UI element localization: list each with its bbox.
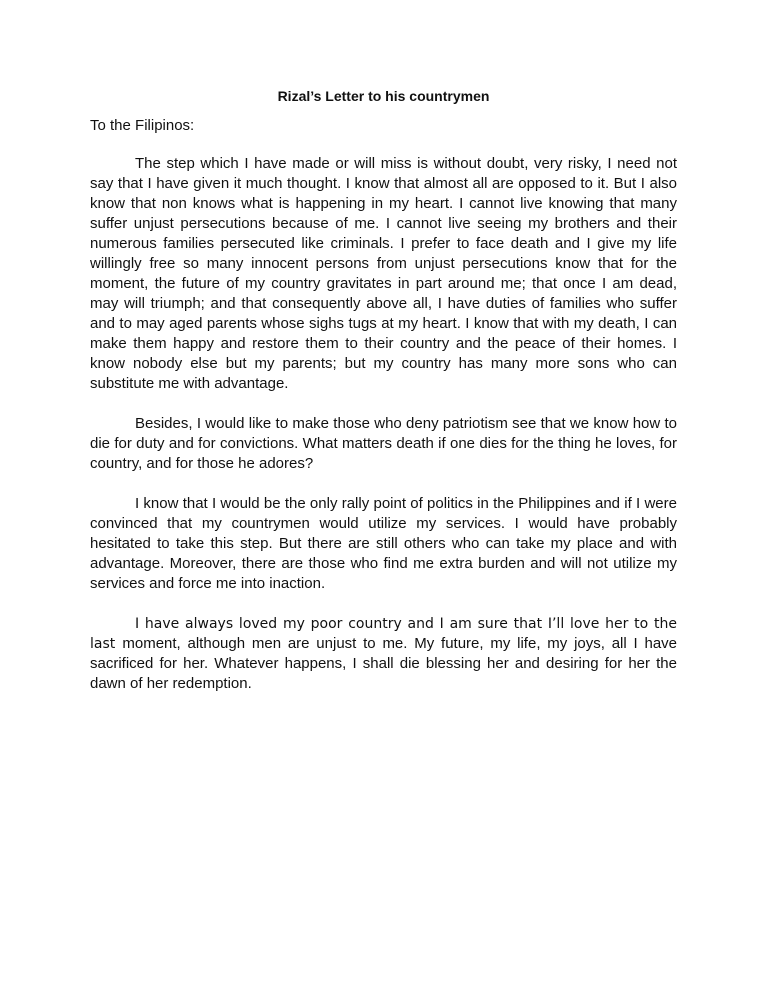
paragraph-3: I know that I would be the only rally point of politics in the Philippines and if I were convinced that my countrymen would utilize my services. I would have probably hesitated to take this step. But there are still others who can take my place and with advantage. Moreover, there are those who find me extra burden and will not utilize my services and force me into inaction. bbox=[90, 495, 677, 592]
document-page bbox=[90, 86, 677, 714]
paragraph-4 bbox=[90, 614, 677, 694]
paragraph-1: The step which I have made or will miss is without doubt, very risky, I need not say that I have given it much thought. I know that almost all are opposed to it. But I also know that non knows what is happening in my heart. I cannot live knowing that many suffer unjust persecutions because of me. I cannot live seeing my brothers and their numerous families persecuted like criminals. I prefer to face death and I give my life willingly free so many innocent persons from unjust persecutions know that for the moment, the future of my country gravitates in part around me; that once I am dead, may will triumph; and that consequently above all, I have duties of families who suffer and to may aged parents whose sighs tugs at my heart. I know that with my death, I can make them happy and restore them to their country and the peace of their homes. I know nobody else but my parents; but my country has many more sons who can substitute me with advantage. bbox=[90, 155, 677, 392]
document-title: Rizal’s Letter to his countrymen bbox=[277, 88, 490, 104]
paragraph-4-rest: moment, although men are unjust to me. My future, my life, my joys, all I have sacrificed for her. Whatever happens, I shall die blessing her and desiring for her the dawn of her redemption. bbox=[90, 635, 678, 692]
paragraph-2: Besides, I would like to make those who deny patriotism see that we know how to die for duty and for convictions. What matters death if one dies for the thing he loves, for country, and for those he adores? bbox=[90, 415, 677, 472]
salutation: To the Filipinos: bbox=[90, 117, 195, 134]
paragraph-4-first-line: I have always loved my poor country and I am sure that I’ll love her to the last bbox=[90, 616, 677, 652]
